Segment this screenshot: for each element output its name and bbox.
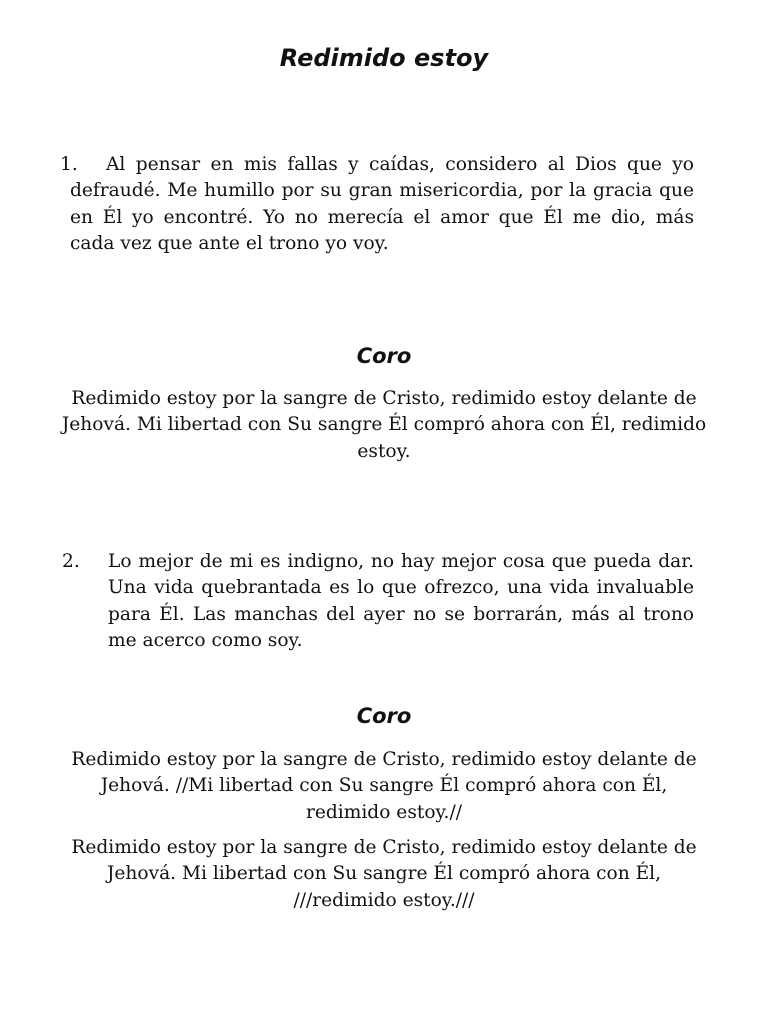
chorus-2-heading: Coro: [356, 704, 412, 728]
verse-1-text: Al pensar en mis fallas y caídas, considero al Dios que yo defraudé. Me humillo por su gran misericordia, por la gracia que en Él yo encontré. Yo no merecía el amor que Él me dio, más cada vez que ante el trono yo voy.: [70, 154, 694, 254]
verse-2-number: 2.: [62, 551, 80, 572]
verse-2-text: Lo mejor de mi es indigno, no hay mejor cosa que pueda dar. Una vida quebrantada es lo que ofrezco, una vida invaluable para Él. Las manchas del ayer no se borrarán, más al trono me acerco como soy.: [108, 551, 694, 651]
verse-1-number: 1.: [60, 154, 78, 175]
chorus-1-heading: Coro: [356, 344, 412, 368]
chorus-2-text-2: Redimido estoy por la sangre de Cristo, redimido estoy delante de Jehová. Mi libertad con Su sangre Él compró ahora con Él, ///redimido estoy.///: [71, 837, 697, 911]
song-title: Redimido estoy: [279, 44, 489, 72]
chorus-1-text: Redimido estoy por la sangre de Cristo, redimido estoy delante de Jehová. Mi libertad con Su sangre Él compró ahora con Él, redimido estoy.: [61, 388, 707, 462]
verse-2: [62, 549, 694, 654]
verse-1: [60, 152, 694, 257]
chorus-2-text-1: Redimido estoy por la sangre de Cristo, redimido estoy delante de Jehová. //Mi libertad con Su sangre Él compró ahora con Él, redimido estoy.//: [71, 749, 697, 823]
